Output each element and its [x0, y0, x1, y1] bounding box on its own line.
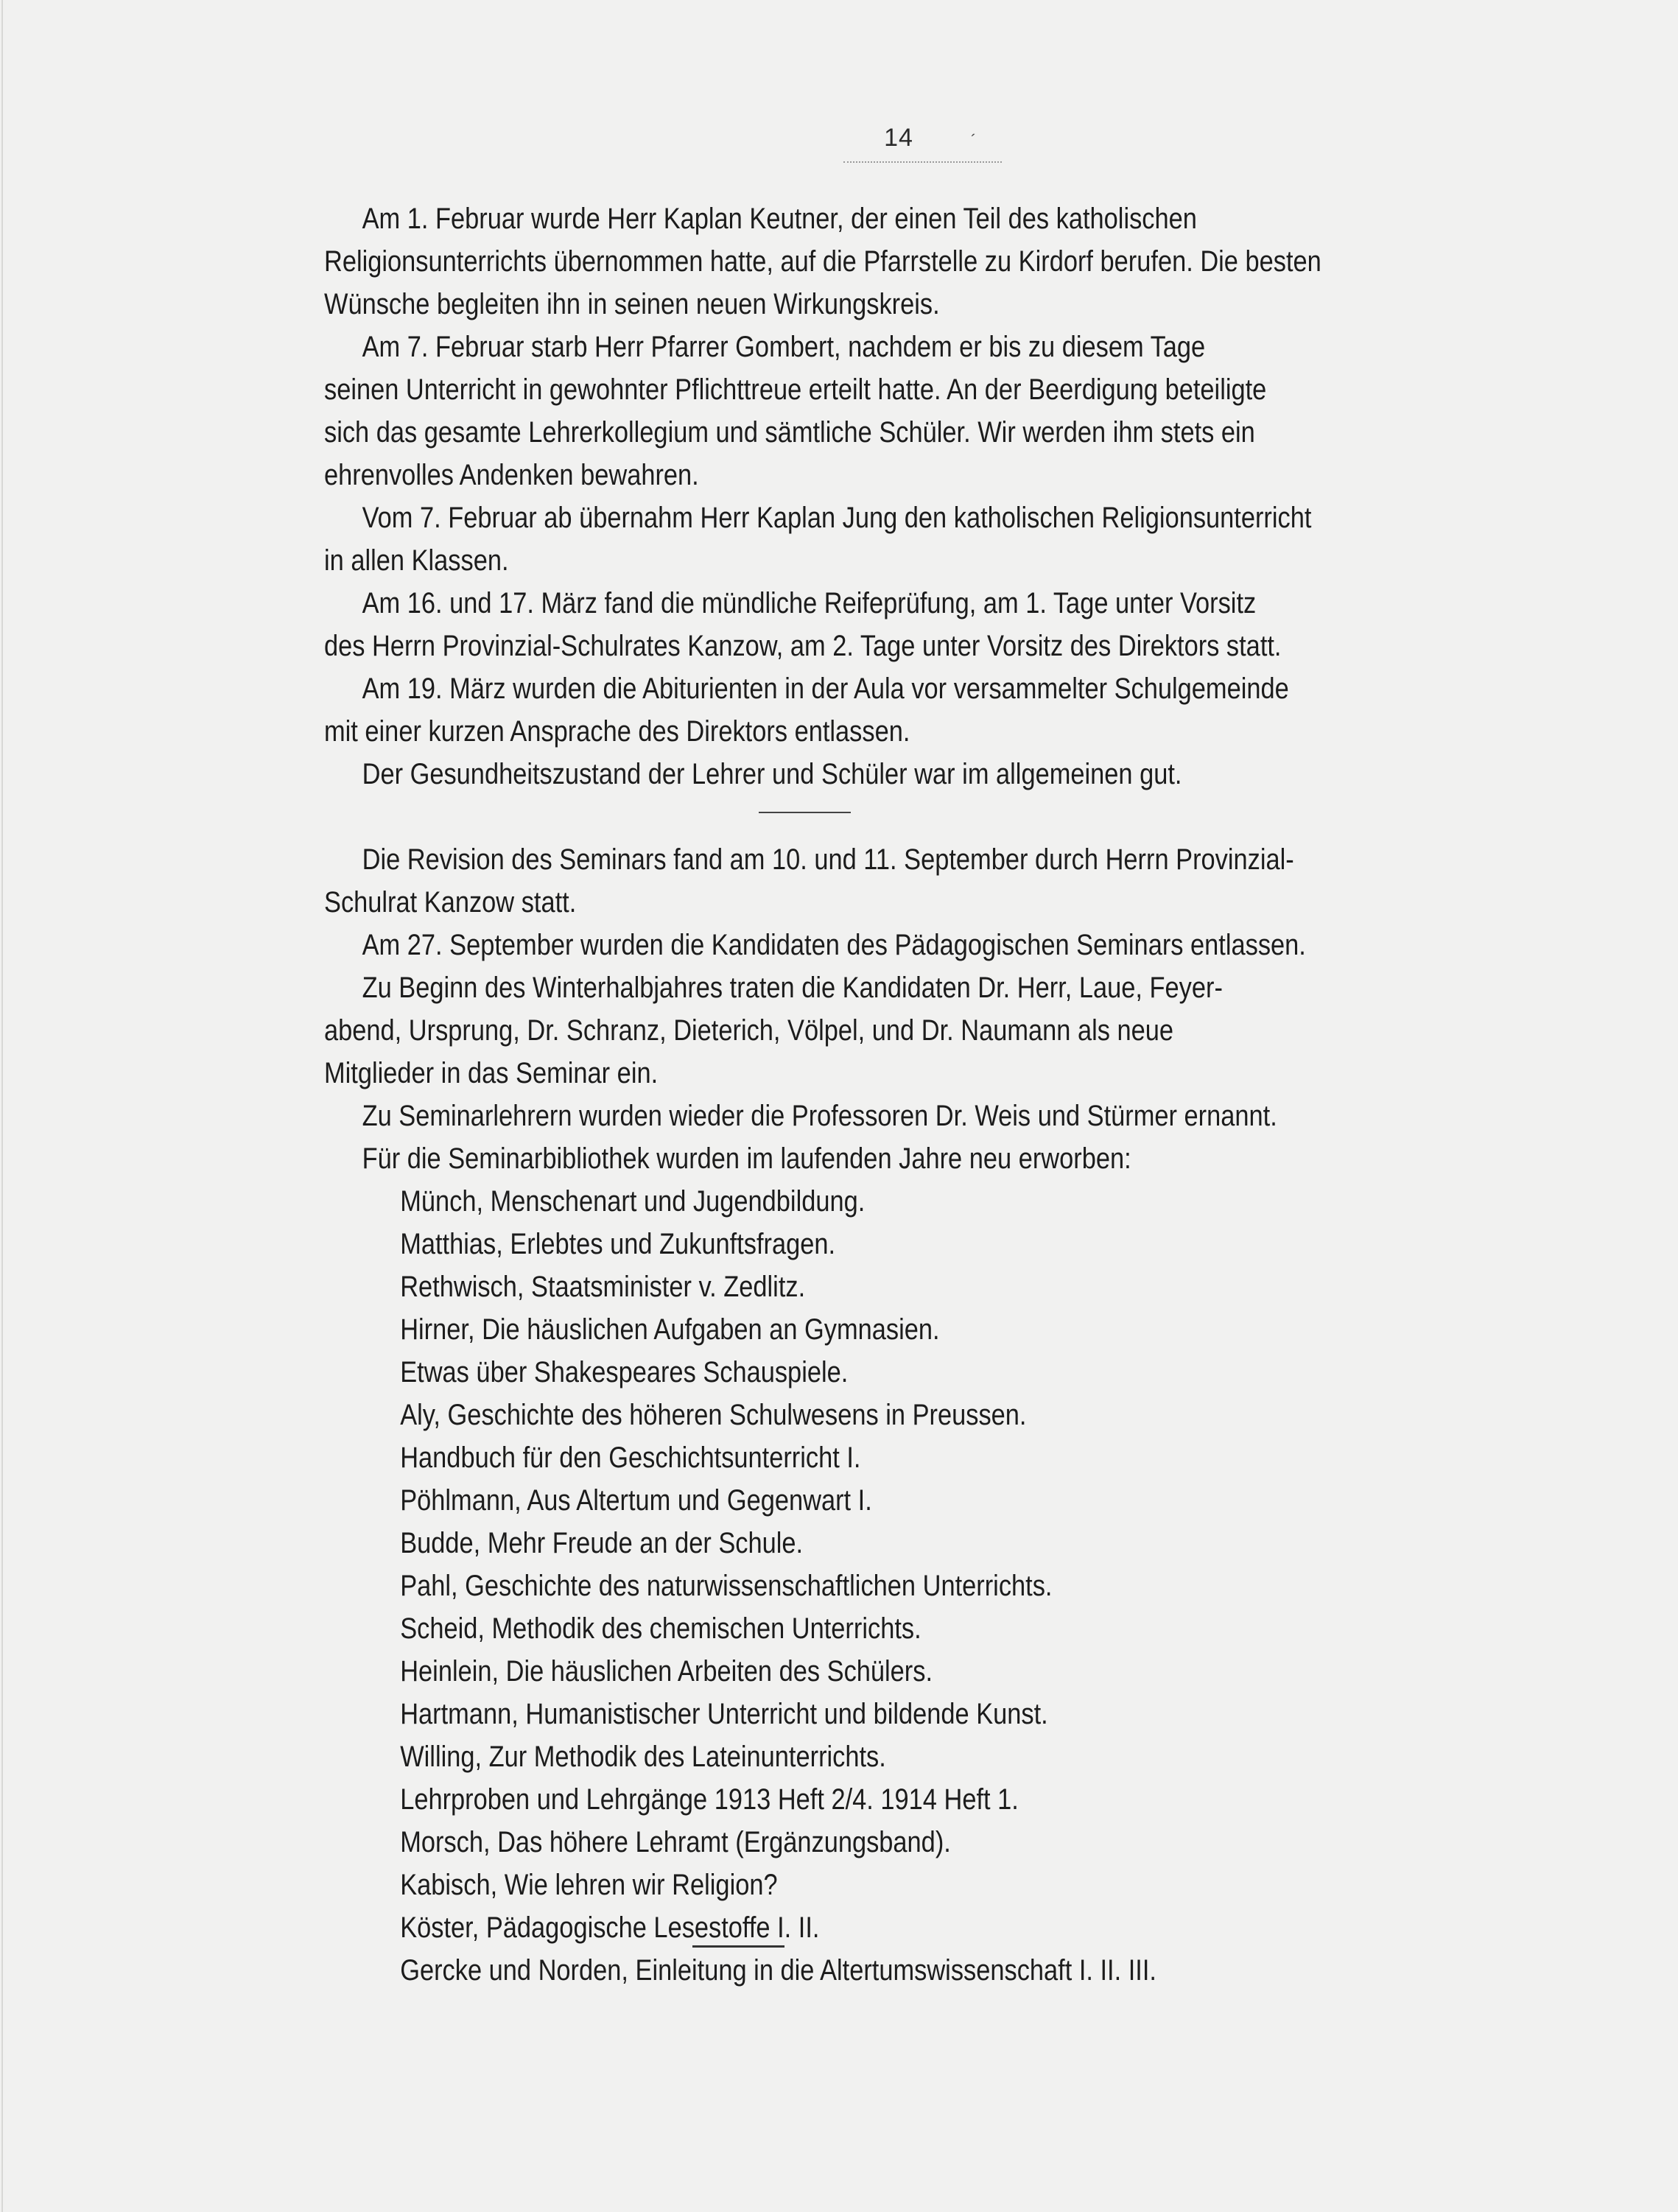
- page-number: 14: [884, 124, 913, 152]
- end-rule: [692, 1945, 784, 1948]
- book-list-item: Morsch, Das höhere Lehramt (Ergänzungsband).: [400, 1826, 951, 1858]
- paragraph-gesundheit: [324, 753, 1562, 796]
- paragraph-abiturienten: [324, 667, 1562, 753]
- paragraph-kandidaten-entlassen: [324, 924, 1562, 966]
- text-line: mit einer kurzen Ansprache des Direktors entlassen.: [324, 715, 910, 748]
- book-list-item: Lehrproben und Lehrgänge 1913 Heft 2/4. 1914 Heft 1.: [400, 1783, 1019, 1816]
- text-line: Wünsche begleiten ihn in seinen neuen Wirkungskreis.: [324, 288, 940, 320]
- book-list-item: Willing, Zur Methodik des Lateinunterrichts.: [400, 1741, 886, 1773]
- book-list-item: Hartmann, Humanistischer Unterricht und bildende Kunst.: [400, 1698, 1048, 1730]
- text-line: Schulrat Kanzow statt.: [324, 886, 577, 919]
- section-separator: [324, 796, 1562, 838]
- book-list-item: Rethwisch, Staatsminister v. Zedlitz.: [400, 1271, 806, 1303]
- book-list-item: Etwas über Shakespeares Schauspiele.: [400, 1356, 849, 1388]
- text-line: Am 7. Februar starb Herr Pfarrer Gombert, nachdem er bis zu diesem Tage: [362, 331, 1206, 363]
- book-list-item: Matthias, Erlebtes und Zukunftsfragen.: [400, 1228, 836, 1260]
- book-list-item: Münch, Menschenart und Jugendbildung.: [400, 1185, 866, 1218]
- text-line: Am 16. und 17. März fand die mündliche Reifeprüfung, am 1. Tage unter Vorsitz: [362, 587, 1257, 619]
- book-list-item: Gercke und Norden, Einleitung in die Altertumswissenschaft I. II. III.: [400, 1954, 1156, 1987]
- book-list-item: Pahl, Geschichte des naturwissenschaftlichen Unterrichts.: [400, 1570, 1053, 1602]
- book-list: [324, 1180, 1562, 1992]
- book-list-item: Scheid, Methodik des chemischen Unterrichts.: [400, 1612, 922, 1645]
- text-line: Zu Seminarlehrern wurden wieder die Professoren Dr. Weis und Stürmer ernannt.: [362, 1100, 1277, 1132]
- text-line: des Herrn Provinzial-Schulrates Kanzow, am 2. Tage unter Vorsitz des Direktors statt.: [324, 630, 1282, 662]
- text-line: Am 27. September wurden die Kandidaten des Pädagogischen Seminars entlassen.: [362, 929, 1306, 961]
- book-list-item: Pöhlmann, Aus Altertum und Gegenwart I.: [400, 1484, 872, 1517]
- text-line: Am 19. März wurden die Abiturienten in der Aula vor versammelter Schulgemeinde: [362, 673, 1289, 705]
- book-list-item: Aly, Geschichte des höheren Schulwesens in Preussen.: [400, 1399, 1027, 1431]
- text-line: ehrenvolles Andenken bewahren.: [324, 459, 699, 491]
- text-line: Vom 7. Februar ab übernahm Herr Kaplan Jung den katholischen Religionsunterricht: [362, 502, 1312, 534]
- paragraph-gombert: [324, 326, 1562, 496]
- text-line: Zu Beginn des Winterhalbjahres traten die Kandidaten Dr. Herr, Laue, Feyer-: [362, 972, 1223, 1004]
- text-line: Die Revision des Seminars fand am 10. und 11. September durch Herrn Provinzial-: [362, 843, 1294, 876]
- text-line: sich das gesamte Lehrerkollegium und sämtliche Schüler. Wir werden ihm stets ein: [324, 416, 1255, 449]
- paragraph-jung: [324, 496, 1562, 582]
- paragraph-revision: [324, 838, 1562, 924]
- book-list-item: Heinlein, Die häuslichen Arbeiten des Schülers.: [400, 1655, 933, 1688]
- text-line: Für die Seminarbibliothek wurden im laufenden Jahre neu erworben:: [362, 1142, 1131, 1175]
- page-edge: [1, 0, 3, 2212]
- paragraph-keutner: [324, 197, 1562, 326]
- text-line: Der Gesundheitszustand der Lehrer und Schüler war im allgemeinen gut.: [362, 758, 1182, 790]
- text-line: abend, Ursprung, Dr. Schranz, Dieterich, Völpel, und Dr. Naumann als neue: [324, 1014, 1174, 1047]
- book-list-item: Hirner, Die häuslichen Aufgaben an Gymnasien.: [400, 1313, 940, 1346]
- page-number-rule: [843, 161, 1002, 163]
- paragraph-reifepruefung: [324, 582, 1562, 667]
- book-list-item: Kabisch, Wie lehren wir Religion?: [400, 1869, 778, 1901]
- document-body: [324, 197, 1562, 1992]
- text-line: Religionsunterrichts übernommen hatte, auf die Pfarrstelle zu Kirdorf berufen. Die besten: [324, 245, 1321, 278]
- paragraph-seminarlehrer: [324, 1095, 1562, 1137]
- page-mark: ´: [971, 131, 977, 150]
- paragraph-winterhalbjahr: [324, 966, 1562, 1095]
- book-list-item: Köster, Pädagogische Lesestoffe I. II.: [400, 1911, 820, 1944]
- text-line: Mitglieder in das Seminar ein.: [324, 1057, 659, 1089]
- book-list-item: Handbuch für den Geschichtsunterricht I.: [400, 1442, 861, 1474]
- text-line: seinen Unterricht in gewohnter Pflichttreue erteilt hatte. An der Beerdigung beteiligte: [324, 373, 1267, 406]
- book-list-item: Budde, Mehr Freude an der Schule.: [400, 1527, 804, 1559]
- paragraph-bibliothek-intro: [324, 1137, 1562, 1180]
- text-line: in allen Klassen.: [324, 544, 509, 577]
- text-line: Am 1. Februar wurde Herr Kaplan Keutner, der einen Teil des katholischen: [362, 203, 1197, 235]
